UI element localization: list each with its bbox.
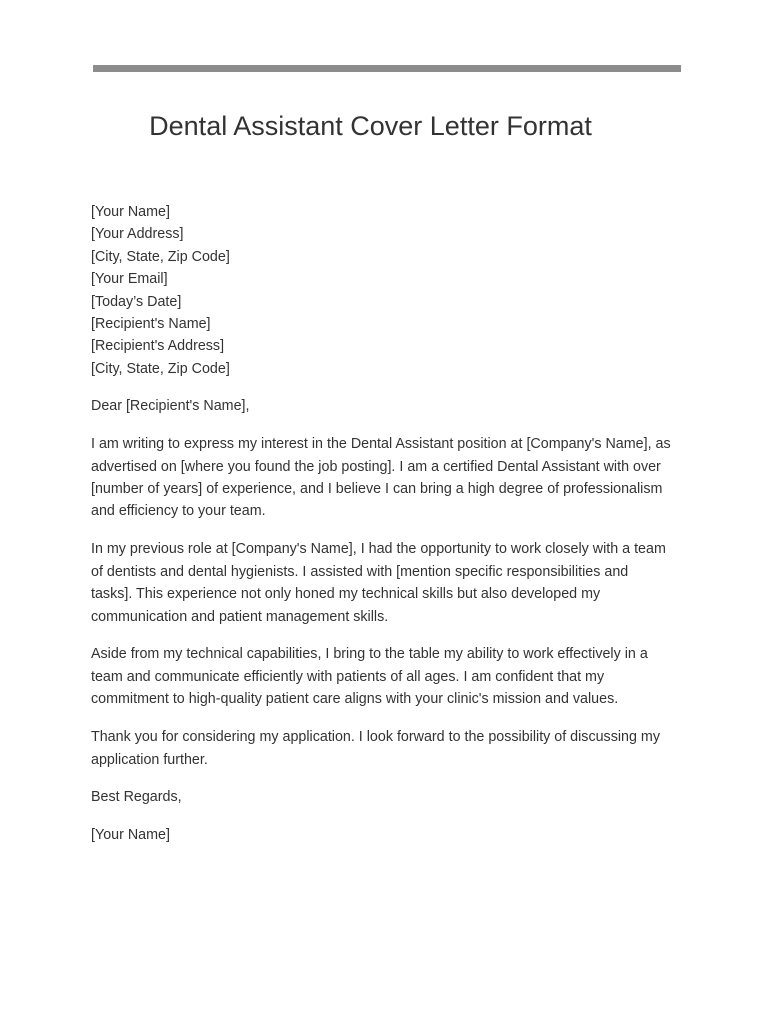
address-line-date: [Today’s Date] bbox=[91, 293, 182, 310]
salutation: Dear [Recipient's Name], bbox=[91, 398, 250, 415]
letter-body bbox=[91, 201, 671, 847]
address-line-recipient-name: [Recipient's Name] bbox=[91, 316, 211, 333]
address-line-sender-email: [Your Email] bbox=[91, 271, 168, 288]
paragraph-skills: Aside from my technical capabilities, I bring to the table my ability to work effectively in a team and communicate efficiently with patients of all ages. I am confident that my commitment to high-quality patient care aligns with your clinic's mission and values. bbox=[91, 646, 648, 708]
paragraph-experience: In my previous role at [Company's Name], I had the opportunity to work closely with a team of dentists and dental hygienists. I assisted with [mention specific responsibilities and tasks]. This experience not only honed my technical skills but also developed my communication and patient management skills. bbox=[91, 541, 666, 625]
address-line-sender-address: [Your Address] bbox=[91, 226, 184, 243]
page-title: Dental Assistant Cover Letter Format bbox=[149, 111, 592, 141]
signature: [Your Name] bbox=[91, 827, 170, 844]
address-line-sender-name: [Your Name] bbox=[91, 204, 170, 220]
address-block bbox=[91, 201, 671, 380]
address-line-recipient-address: [Recipient's Address] bbox=[91, 338, 225, 355]
paragraph-intro: I am writing to express my interest in the Dental Assistant position at [Company's Name], as advertised on [where you found the job posting]. I am a certified Dental Assistant with over [number of years] of experience, and I believe I can bring a high degree of professionalism and efficiency to your team. bbox=[91, 436, 671, 520]
address-line-recipient-city: [City, State, Zip Code] bbox=[91, 360, 230, 377]
closing: Best Regards, bbox=[91, 789, 182, 806]
address-line-sender-city: [City, State, Zip Code] bbox=[91, 248, 230, 265]
paragraph-thanks: Thank you for considering my application. I look forward to the possibility of discussing my application further. bbox=[91, 729, 660, 768]
top-divider bbox=[93, 65, 681, 72]
